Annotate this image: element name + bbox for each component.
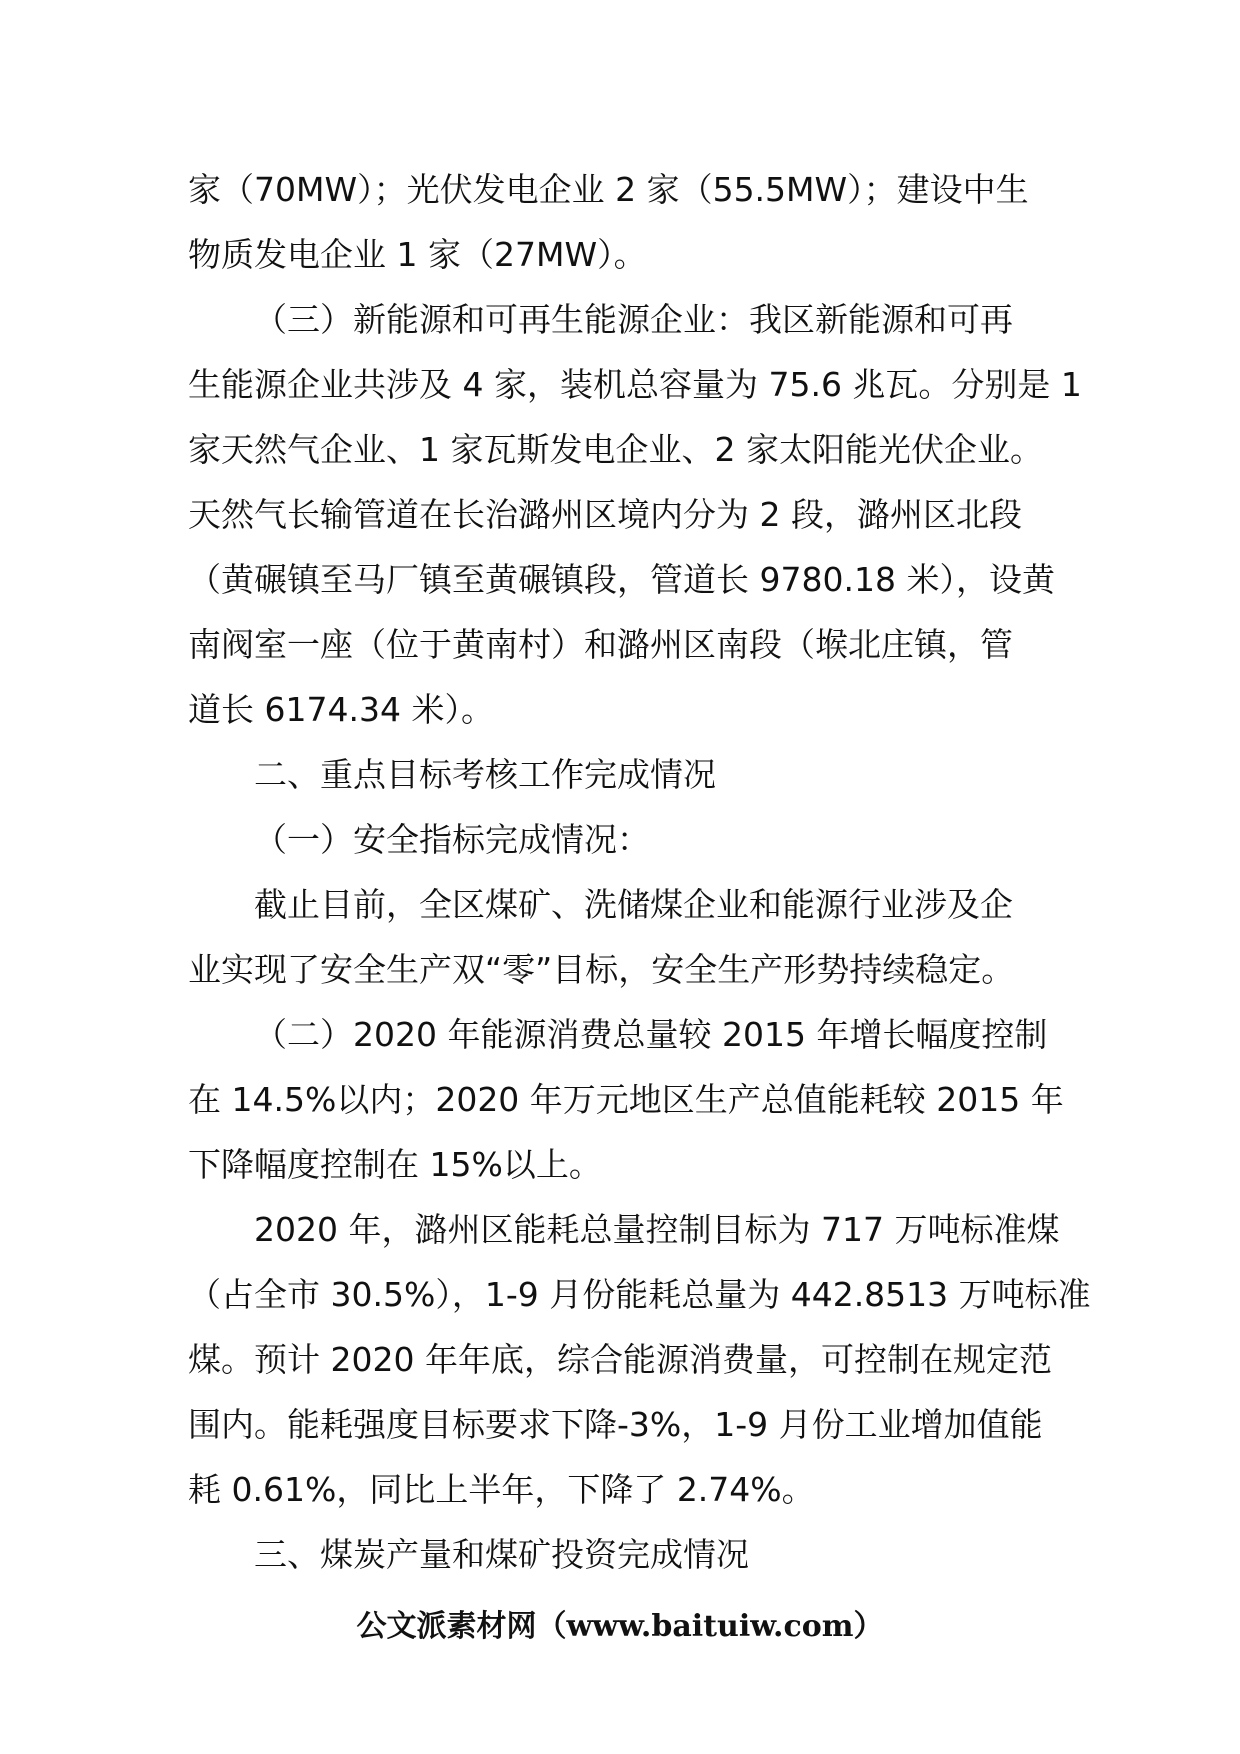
text-line: 在 14.5%以内；2020 年万元地区生产总值能耗较 2015 年	[188, 1080, 1064, 1119]
text-line: 物质发电企业 1 家（27MW）。	[188, 235, 647, 274]
subsection-heading: （一）安全指标完成情况：	[254, 820, 650, 859]
text-line: 南阀室一座（位于黄南村）和潞州区南段（堠北庄镇，管	[188, 625, 1013, 664]
text-line: 业实现了安全生产双“零”目标，安全生产形势持续稳定。	[188, 950, 1015, 989]
text-line: 下降幅度控制在 15%以上。	[188, 1145, 602, 1184]
subsection-heading: （二）2020 年能源消费总量较 2015 年增长幅度控制	[254, 1015, 1048, 1054]
section-heading: 三、煤炭产量和煤矿投资完成情况	[254, 1535, 749, 1574]
text-line: 围内。能耗强度目标要求下降-3%，1-9 月份工业增加值能	[188, 1405, 1043, 1444]
section-heading: （三）新能源和可再生能源企业：我区新能源和可再	[254, 300, 1013, 339]
section-heading: 二、重点目标考核工作完成情况	[254, 755, 716, 794]
text-line: 煤。预计 2020 年年底，综合能源消费量，可控制在规定范	[188, 1340, 1052, 1379]
text-line: 截止目前，全区煤矿、洗储煤企业和能源行业涉及企	[254, 885, 1013, 924]
text-line: 生能源企业共涉及 4 家，装机总容量为 75.6 兆瓦。分别是 1	[188, 365, 1082, 404]
footer-watermark: 公文派素材网（www.baituiw.com）	[356, 1609, 884, 1644]
text-line: 道长 6174.34 米）。	[188, 690, 494, 729]
text-line: （黄碾镇至马厂镇至黄碾镇段，管道长 9780.18 米），设黄	[188, 560, 1055, 599]
text-line: 2020 年，潞州区能耗总量控制目标为 717 万吨标准煤	[254, 1210, 1060, 1249]
text-line: 家（70MW）；光伏发电企业 2 家（55.5MW）；建设中生	[188, 170, 1029, 209]
text-line: 天然气长输管道在长治潞州区境内分为 2 段，潞州区北段	[188, 495, 1022, 534]
text-line: （占全市 30.5%），1-9 月份能耗总量为 442.8513 万吨标准	[188, 1275, 1091, 1314]
text-line: 家天然气企业、1 家瓦斯发电企业、2 家太阳能光伏企业。	[188, 430, 1043, 469]
text-line: 耗 0.61%，同比上半年，下降了 2.74%。	[188, 1470, 815, 1509]
document-body	[188, 157, 1091, 1587]
